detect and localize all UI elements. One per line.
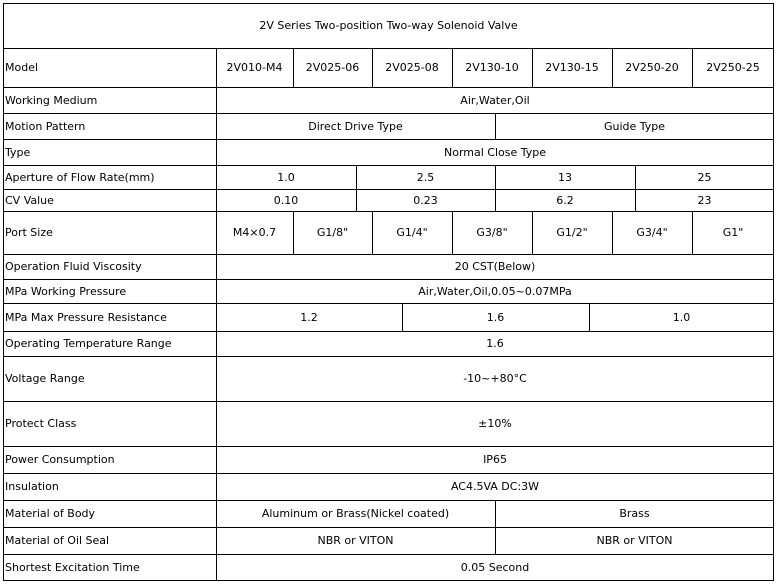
row-label: Operating Temperature Range xyxy=(5,337,172,350)
row-label: Shortest Excitation Time xyxy=(5,561,140,574)
value-cell: ±10% xyxy=(478,417,512,430)
value-cell: 2V130-10 xyxy=(465,61,519,74)
value-cell: 6.2 xyxy=(556,193,574,207)
row-label: Model xyxy=(5,61,39,74)
table-title: 2V Series Two-position Two-way Solenoid Valve xyxy=(259,19,518,32)
value-cell: 2V025-08 xyxy=(385,61,439,74)
value-cell: 1.6 xyxy=(486,310,505,324)
value-cell: 2.5 xyxy=(416,170,435,184)
value-cell: Direct Drive Type xyxy=(308,119,403,133)
value-cell: NBR or VITON xyxy=(596,534,673,547)
value-cell: G1/2" xyxy=(556,226,588,239)
value-cell: 1.0 xyxy=(277,170,295,184)
value-cell: G1" xyxy=(722,226,744,239)
value-cell: Air,Water,Oil,0.05~0.07MPa xyxy=(418,284,572,298)
spec-table xyxy=(3,3,774,581)
value-cell: Normal Close Type xyxy=(443,145,547,159)
value-cell: G1/4" xyxy=(396,226,428,239)
row-label: MPa Working Pressure xyxy=(5,284,127,298)
row-label: Operation Fluid Viscosity xyxy=(5,260,142,273)
value-cell: NBR or VITON xyxy=(317,534,394,547)
row-label: Working Medium xyxy=(5,93,98,107)
value-cell: 23 xyxy=(697,193,712,207)
value-cell: Brass xyxy=(619,507,650,520)
row-label: Motion Pattern xyxy=(5,119,86,133)
value-cell: 13 xyxy=(558,170,572,184)
value-cell: 2V250-25 xyxy=(706,61,760,74)
value-cell: G1/8" xyxy=(316,226,349,239)
value-cell: 0.10 xyxy=(273,193,299,207)
value-cell: 1.0 xyxy=(672,310,691,324)
value-cell: 25 xyxy=(697,170,712,184)
value-cell: G3/4" xyxy=(636,226,668,239)
row-label: Material of Oil Seal xyxy=(5,534,110,547)
row-label: MPa Max Pressure Resistance xyxy=(5,310,167,324)
row-label: Power Consumption xyxy=(5,453,115,466)
value-cell: -10~+80°C xyxy=(463,372,527,385)
value-cell: 0.05 Second xyxy=(460,561,530,574)
value-cell: 2V250-20 xyxy=(625,61,679,74)
value-cell: Air,Water,Oil xyxy=(460,93,530,107)
value-cell: 1.2 xyxy=(300,310,318,324)
value-cell: IP65 xyxy=(483,453,507,466)
value-cell: 2V010-M4 xyxy=(226,61,283,74)
value-cell: AC4.5VA DC:3W xyxy=(450,480,540,493)
row-label: Material of Body xyxy=(5,507,96,520)
row-label: Aperture of Flow Rate(mm) xyxy=(5,170,155,184)
value-cell: 2V130-15 xyxy=(545,61,599,74)
row-label: CV Value xyxy=(5,193,54,207)
row-label: Type xyxy=(5,145,31,159)
value-cell: Aluminum or Brass(Nickel coated) xyxy=(261,507,450,520)
value-cell: G3/8" xyxy=(476,226,508,239)
row-label: Voltage Range xyxy=(5,372,85,385)
row-label: Port Size xyxy=(5,226,53,239)
row-label: Insulation xyxy=(5,480,59,493)
value-cell: Guide Type xyxy=(603,119,666,133)
row-label: Protect Class xyxy=(5,417,77,430)
value-cell: 0.23 xyxy=(413,193,438,207)
value-cell: 1.6 xyxy=(486,337,504,350)
value-cell: 20 CST(Below) xyxy=(454,260,536,273)
value-cell: 2V025-06 xyxy=(305,61,360,74)
value-cell: M4×0.7 xyxy=(232,226,277,239)
